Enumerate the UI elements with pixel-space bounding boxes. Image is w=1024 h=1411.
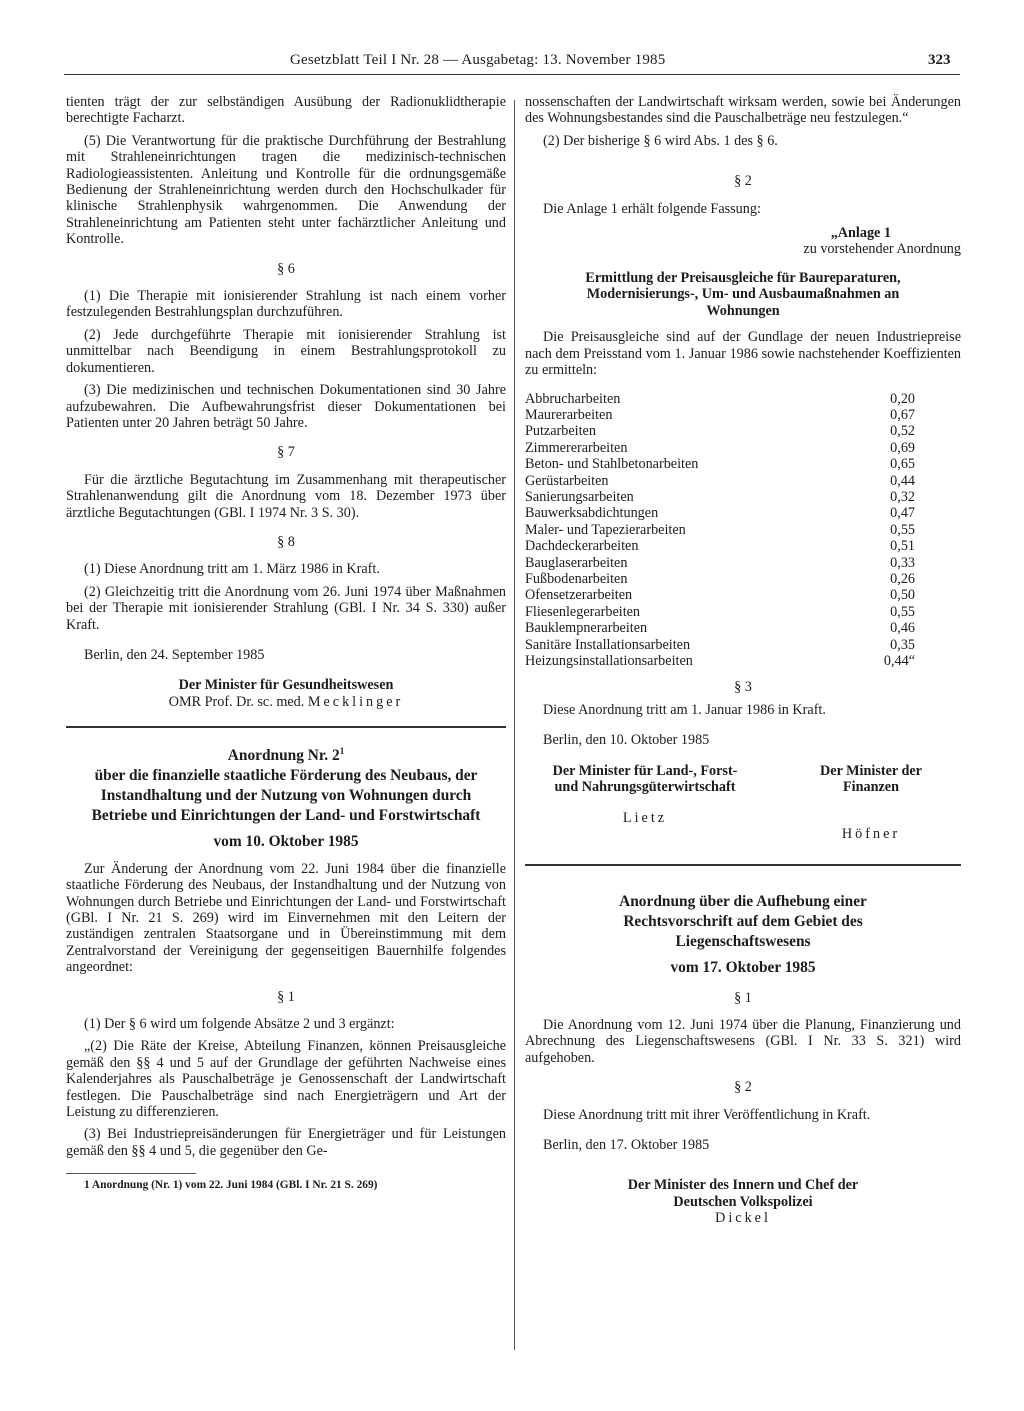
coefficient-row [525, 505, 955, 521]
signatory-name: Höfner [841, 825, 901, 842]
signatory-title: Der Minister für Gesundheitswesen [178, 677, 394, 694]
section-heading: § 2 [734, 1079, 752, 1096]
left-column [66, 94, 506, 1192]
coefficient-value: 0,44“ [883, 653, 915, 670]
annex-subtitle: zu vorstehender Anordnung [803, 241, 961, 258]
signatory-name: Mecklinger [307, 693, 404, 710]
coefficient-value: 0,44 [890, 472, 915, 489]
coefficient-row [525, 604, 955, 620]
coefficient-name: Sanierungsarbeiten [525, 489, 634, 505]
article-divider [66, 726, 506, 728]
paragraph: Diese Anordnung tritt am 1. Januar 1986 in Kraft. [543, 701, 826, 718]
coefficient-row [525, 489, 955, 505]
paragraph: (1) Diese Anordnung tritt am 1. März 1986 in Kraft. [84, 561, 380, 578]
coefficient-value: 0,67 [890, 406, 915, 423]
coefficient-value: 0,46 [890, 620, 915, 637]
paragraph: (3) Die medizinischen und technischen Dokumentationen sind 30 Jahre aufzubewahren. Die Aufbewahrungsfrist dieser Dokumentationen bei Patienten unter 20 Jahren beträgt 50 Jahre. [66, 382, 506, 431]
header-divider [64, 74, 960, 75]
paragraph: Die Anlage 1 erhält folgende Fassung: [543, 200, 761, 217]
place-date: Berlin, den 10. Oktober 1985 [543, 732, 710, 749]
coefficient-value: 0,50 [890, 587, 915, 604]
article-title: Anordnung über die Aufhebung einer Rechtsvorschrift auf dem Gebiet des Liegenschaftswesens [619, 893, 867, 951]
signatory-block [801, 763, 941, 843]
coefficient-value: 0,52 [890, 423, 915, 440]
coefficient-row [525, 637, 955, 653]
paragraph: (2) Gleichzeitig tritt die Anordnung vom 26. Juni 1974 über Maßnahmen bei der Therapie mit ionisierender Strahlung (GBl. I Nr. 34 S. 330) außer Kraft. [66, 583, 506, 633]
paragraph: Zur Änderung der Anordnung vom 22. Juni 1984 über die finanzielle staatliche Förderung des Neubaus, der Instandhaltung und der Nutzung von Wohnungen durch Betriebe und Einrichtungen der Land- und Forstwirtschaft (GBl. I Nr. 21 S. 269) wird im Einvernehmen mit den Leitern der zuständigen zentralen Staatsorgane und in Übereinstimmung mit dem Zentralvorstand der Vereinigung der gegenseitigen Bauernhilfe folgendes angeordnet: [66, 860, 506, 976]
footnote-text: Anordnung (Nr. 1) vom 22. Juni 1984 (GBl. I Nr. 21 S. 269) [91, 1179, 378, 1192]
coefficient-value: 0,33 [890, 554, 915, 571]
coefficient-name: Maler- und Tapezierarbeiten [525, 521, 686, 538]
footnote [66, 1178, 506, 1192]
section-heading: § 8 [277, 533, 295, 550]
paragraph: Diese Anordnung tritt mit ihrer Veröffentlichung in Kraft. [543, 1106, 871, 1123]
footnote-divider [66, 1173, 196, 1174]
coefficient-row [525, 620, 955, 636]
article-divider [525, 864, 961, 866]
coefficient-value: 0,69 [890, 439, 915, 456]
section-heading: § 1 [277, 988, 295, 1005]
paragraph: (2) Der bisherige § 6 wird Abs. 1 des § 6. [543, 132, 778, 149]
coefficient-name: Beton- und Stahlbetonarbeiten [525, 456, 699, 473]
article-date: vom 17. Oktober 1985 [670, 959, 816, 977]
coefficient-row [525, 555, 955, 571]
coefficient-name: Fußbodenarbeiten [525, 571, 628, 588]
coefficient-value: 0,20 [890, 390, 915, 407]
coefficient-name: Bauglaserarbeiten [525, 554, 628, 571]
coefficient-value: 0,26 [890, 571, 915, 588]
coefficient-row [525, 440, 955, 456]
signatory-name: Dickel [715, 1210, 771, 1227]
paragraph: „(2) Die Räte der Kreise, Abteilung Finanzen, können Preisausgleiche gemäß den §§ 4 und 5 auf der Grundlage der geführten Nachweise eines Kalenderjahres als Pauschalbeträge je Genossenschaft der Landwirtschaft festlegen. Die Pauschalbeträge sind nach Energieträgern und Art der Leistung zu differenzieren. [66, 1038, 506, 1121]
section-heading: § 1 [734, 989, 752, 1006]
coefficient-row [525, 407, 955, 423]
coefficient-table [525, 391, 955, 670]
section-heading: § 3 [734, 679, 752, 696]
coefficient-row [525, 538, 955, 554]
paragraph: (1) Der § 6 wird um folgende Absätze 2 und 3 ergänzt: [84, 1016, 395, 1033]
paragraph: (2) Jede durchgeführte Therapie mit ionisierender Strahlung ist unmittelbar nach Beendigung in einem Bestrahlungsprotokoll zu dokumentieren. [66, 326, 506, 376]
coefficient-name: Abbrucharbeiten [525, 390, 621, 407]
coefficient-row [525, 571, 955, 587]
column-divider [514, 100, 515, 1350]
coefficient-row [525, 587, 955, 603]
place-date: Berlin, den 17. Oktober 1985 [543, 1137, 710, 1154]
coefficient-row [525, 423, 955, 439]
article-title-main: Anordnung Nr. 2 [227, 747, 340, 765]
article-date: vom 10. Oktober 1985 [213, 833, 359, 851]
coefficient-name: Dachdeckerarbeiten [525, 538, 639, 555]
section-heading: § 2 [734, 173, 752, 190]
annex-label: „Anlage 1 [830, 225, 891, 242]
signatory-name-line [66, 694, 506, 711]
paragraph: Für die ärztliche Begutachtung im Zusammenhang mit therapeutischer Strahlenanwendung gilt die Anordnung vom 18. Dezember 1973 über ärztliche Begutachtungen (GBl. I 1974 Nr. 3 S. 30). [66, 471, 506, 521]
coefficient-name: Maurerarbeiten [525, 406, 613, 423]
coefficient-name: Bauwerksabdichtungen [525, 505, 659, 522]
signatory-prefix: OMR Prof. Dr. sc. med. [168, 693, 305, 710]
page-number: 323 [928, 52, 951, 68]
coefficient-value: 0,55 [890, 603, 915, 620]
paragraph: (3) Bei Industriepreisänderungen für Energieträger und für Leistungen gemäß den §§ 4 und 5, die gegenüber den Ge- [66, 1126, 506, 1159]
coefficient-name: Sanitäre Installationsarbeiten [525, 636, 691, 653]
coefficient-value: 0,51 [890, 538, 915, 555]
gazette-title: Gesetzblatt Teil I Nr. 28 — Ausgabetag: 13. November 1985 [290, 52, 666, 68]
coefficient-value: 0,47 [890, 505, 915, 522]
article-subtitle: über die finanzielle staatliche Förderung des Neubaus, der Instandhaltung und der Nutzung von Wohnungen durch Betriebe und Einrichtungen der Land- und Forstwirtschaft [91, 767, 481, 825]
coefficient-name: Gerüstarbeiten [525, 472, 609, 489]
coefficient-name: Putzarbeiten [525, 423, 596, 440]
coefficient-name: Zimmererarbeiten [525, 439, 628, 456]
section-heading: § 6 [277, 260, 295, 277]
signatory-title: Der Minister für Land-, Forst- und Nahrungsgüterwirtschaft [552, 762, 738, 796]
paragraph: Die Preisausgleiche sind auf der Gundlage der neuen Industriepreise nach dem Preisstand vom 1. Januar 1986 sowie nachstehender Koeffizienten zu ermitteln: [525, 329, 961, 379]
signature-row [525, 763, 961, 843]
coefficient-name: Heizungsinstallationsarbeiten [525, 653, 693, 670]
coefficient-row [525, 653, 955, 669]
signatory-title: Der Minister der Finanzen [820, 762, 922, 796]
coefficient-name: Fliesenlegerarbeiten [525, 603, 641, 620]
signatory-block [545, 763, 745, 843]
coefficient-name: Bauklempnerarbeiten [525, 620, 648, 637]
place-date: Berlin, den 24. September 1985 [84, 646, 265, 663]
coefficient-row [525, 473, 955, 489]
article-title [66, 746, 506, 766]
coefficient-value: 0,32 [890, 489, 915, 505]
paragraph: (5) Die Verantwortung für die praktische Durchführung der Bestrahlung mit Strahleneinrichtungen tragen die medizinisch-technischen Radiologieassistenten. Anleitung und Kontrolle für die ordnungsgemäße Bedienung der Strahleneinrichtung werden durch den Hochschulkader für klinische Strahlenphysik wahrgenommen. Die Anwendung der Strahleneinrichtung am Patienten steht unter fachärztlicher Anleitung und Kontrolle. [66, 132, 506, 248]
coefficient-value: 0,35 [890, 636, 915, 653]
paragraph: (1) Die Therapie mit ionisierender Strahlung ist nach einem vorher festzulegenden Bestrahlungsplan durchzuführen. [66, 288, 506, 321]
coefficient-row [525, 391, 955, 407]
right-column [525, 94, 961, 1227]
annex-title: Ermittlung der Preisausgleiche für Baureparaturen, Modernisierungs-, Um- und Ausbaumaßnahmen an Wohnungen [585, 269, 901, 319]
paragraph: nossenschaften der Landwirtschaft wirksam werden, sowie bei Änderungen des Wohnungsbestandes sind die Pauschalbeträge neu festzulegen.“ [525, 94, 961, 127]
coefficient-name: Ofensetzerarbeiten [525, 587, 633, 604]
paragraph: Die Anordnung vom 12. Juni 1974 über die Planung, Finanzierung und Abrechnung des Liegenschaftswesens (GBl. I Nr. 33 S. 321) wird aufgehoben. [525, 1017, 961, 1066]
footnote-number: 1 [84, 1179, 90, 1192]
section-heading: § 7 [277, 444, 295, 461]
signatory-title: Der Minister des Innern und Chef der Deutschen Volkspolizei [627, 1177, 859, 1210]
coefficient-row [525, 522, 955, 538]
coefficient-value: 0,55 [890, 521, 915, 538]
coefficient-row [525, 456, 955, 472]
signatory-name: Lietz [622, 809, 668, 826]
paragraph: tienten trägt der zur selbständigen Ausübung der Radionuklidtherapie berechtigte Facharzt. [66, 94, 506, 127]
page-header [0, 0, 1024, 80]
coefficient-value: 0,65 [890, 456, 915, 473]
footnote-ref: 1 [339, 746, 345, 757]
